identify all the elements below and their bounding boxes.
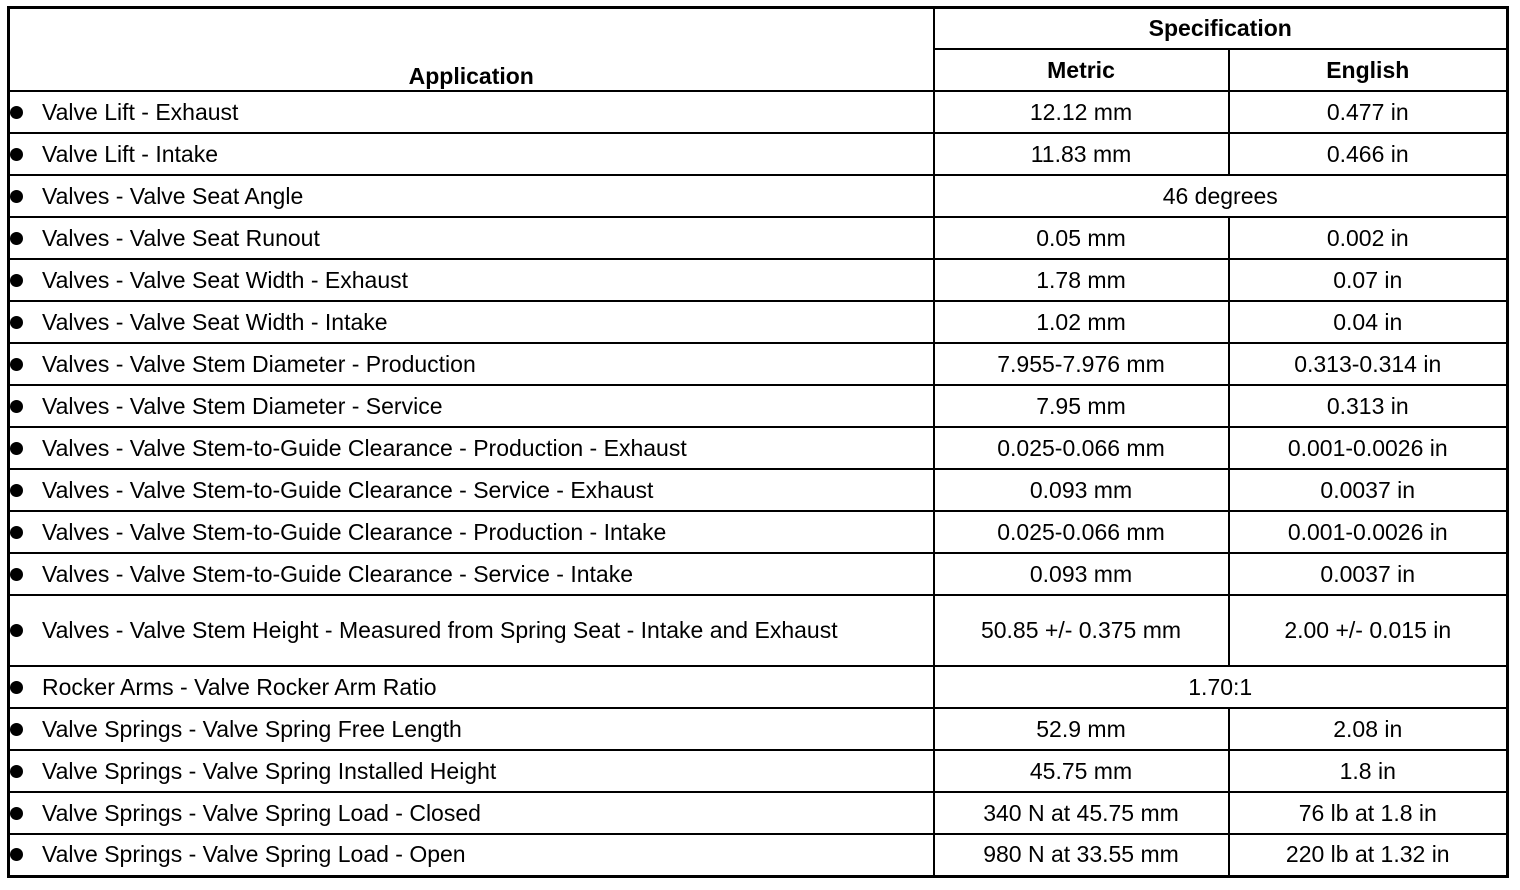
application-text: Rocker Arms - Valve Rocker Arm Ratio bbox=[42, 673, 437, 700]
application-text: Valves - Valve Stem-to-Guide Clearance - Production - Intake bbox=[42, 518, 667, 545]
bullet-icon bbox=[10, 765, 23, 778]
application-text: Valve Springs - Valve Spring Installed Height bbox=[42, 757, 497, 784]
table-row bbox=[9, 511, 1508, 553]
bullet-icon bbox=[10, 190, 23, 203]
metric-cell: 1.78 mm bbox=[934, 259, 1229, 301]
table-body bbox=[9, 91, 1508, 876]
metric-cell: 7.95 mm bbox=[934, 385, 1229, 427]
application-cell bbox=[9, 259, 934, 301]
table-row bbox=[9, 385, 1508, 427]
metric-cell: 7.955-7.976 mm bbox=[934, 343, 1229, 385]
bullet-icon bbox=[10, 106, 23, 119]
application-text: Valve Lift - Exhaust bbox=[42, 98, 239, 125]
application-text: Valves - Valve Stem Diameter - Production bbox=[42, 350, 476, 377]
english-cell: 0.0037 in bbox=[1229, 469, 1508, 511]
application-header: Application bbox=[9, 8, 934, 92]
table-row bbox=[9, 595, 1508, 666]
table-row bbox=[9, 133, 1508, 175]
english-cell: 0.04 in bbox=[1229, 301, 1508, 343]
bullet-icon bbox=[10, 568, 23, 581]
english-cell: 220 lb at 1.32 in bbox=[1229, 834, 1508, 876]
metric-cell: 50.85 +/- 0.375 mm bbox=[934, 595, 1229, 666]
metric-cell: 980 N at 33.55 mm bbox=[934, 834, 1229, 876]
application-cell bbox=[9, 343, 934, 385]
application-text: Valve Springs - Valve Spring Load - Open bbox=[42, 841, 466, 868]
english-cell: 0.001-0.0026 in bbox=[1229, 427, 1508, 469]
bullet-icon bbox=[10, 232, 23, 245]
application-text: Valve Lift - Intake bbox=[42, 140, 218, 167]
english-cell: 0.466 in bbox=[1229, 133, 1508, 175]
application-cell bbox=[9, 595, 934, 666]
english-cell: 0.002 in bbox=[1229, 217, 1508, 259]
application-text: Valve Springs - Valve Spring Load - Closed bbox=[42, 799, 481, 826]
combined-spec-cell: 1.70:1 bbox=[934, 666, 1508, 708]
metric-cell: 0.093 mm bbox=[934, 553, 1229, 595]
application-cell bbox=[9, 469, 934, 511]
application-cell bbox=[9, 708, 934, 750]
table-row bbox=[9, 666, 1508, 708]
english-cell: 0.477 in bbox=[1229, 91, 1508, 133]
bullet-icon bbox=[10, 723, 23, 736]
bullet-icon bbox=[10, 484, 23, 497]
bullet-icon bbox=[10, 274, 23, 287]
application-text: Valves - Valve Seat Width - Exhaust bbox=[42, 266, 409, 293]
bullet-icon bbox=[10, 807, 23, 820]
table-row bbox=[9, 708, 1508, 750]
application-text: Valves - Valve Stem Height - Measured from Spring Seat - Intake and Exhaust bbox=[42, 617, 838, 643]
english-cell: 0.07 in bbox=[1229, 259, 1508, 301]
english-cell: 0.0037 in bbox=[1229, 553, 1508, 595]
application-cell bbox=[9, 301, 934, 343]
english-cell: 0.313-0.314 in bbox=[1229, 343, 1508, 385]
english-header: English bbox=[1229, 49, 1508, 91]
application-cell bbox=[9, 750, 934, 792]
bullet-icon bbox=[10, 442, 23, 455]
english-cell: 76 lb at 1.8 in bbox=[1229, 792, 1508, 834]
metric-cell: 1.02 mm bbox=[934, 301, 1229, 343]
application-cell bbox=[9, 385, 934, 427]
application-text: Valves - Valve Stem-to-Guide Clearance - Production - Exhaust bbox=[42, 434, 687, 461]
specification-header: Specification bbox=[934, 8, 1508, 50]
bullet-icon bbox=[10, 681, 23, 694]
metric-cell: 52.9 mm bbox=[934, 708, 1229, 750]
metric-cell: 0.025-0.066 mm bbox=[934, 511, 1229, 553]
table-row bbox=[9, 750, 1508, 792]
application-cell bbox=[9, 133, 934, 175]
application-cell bbox=[9, 834, 934, 876]
application-text: Valves - Valve Stem-to-Guide Clearance - Service - Intake bbox=[42, 560, 633, 587]
application-cell bbox=[9, 91, 934, 133]
application-cell bbox=[9, 217, 934, 259]
english-cell: 2.00 +/- 0.015 in bbox=[1229, 595, 1508, 666]
application-cell bbox=[9, 666, 934, 708]
application-text: Valves - Valve Seat Angle bbox=[42, 182, 304, 209]
application-text: Valves - Valve Stem Diameter - Service bbox=[42, 392, 443, 419]
english-cell: 0.001-0.0026 in bbox=[1229, 511, 1508, 553]
table-row bbox=[9, 91, 1508, 133]
metric-header: Metric bbox=[934, 49, 1229, 91]
table-row bbox=[9, 259, 1508, 301]
application-cell bbox=[9, 511, 934, 553]
table-row bbox=[9, 834, 1508, 876]
table-row bbox=[9, 301, 1508, 343]
metric-cell: 0.093 mm bbox=[934, 469, 1229, 511]
bullet-icon bbox=[10, 400, 23, 413]
metric-cell: 0.025-0.066 mm bbox=[934, 427, 1229, 469]
table-row bbox=[9, 217, 1508, 259]
english-cell: 1.8 in bbox=[1229, 750, 1508, 792]
table-row bbox=[9, 343, 1508, 385]
table-row bbox=[9, 469, 1508, 511]
metric-cell: 340 N at 45.75 mm bbox=[934, 792, 1229, 834]
table-row bbox=[9, 792, 1508, 834]
application-cell bbox=[9, 175, 934, 217]
application-text: Valve Springs - Valve Spring Free Length bbox=[42, 715, 462, 742]
application-text: Valves - Valve Seat Width - Intake bbox=[42, 308, 388, 335]
table-row bbox=[9, 427, 1508, 469]
application-cell bbox=[9, 427, 934, 469]
bullet-icon bbox=[10, 148, 23, 161]
metric-cell: 12.12 mm bbox=[934, 91, 1229, 133]
valve-spec-table bbox=[7, 6, 1509, 878]
application-cell bbox=[9, 792, 934, 834]
combined-spec-cell: 46 degrees bbox=[934, 175, 1508, 217]
table-row bbox=[9, 175, 1508, 217]
english-cell: 0.313 in bbox=[1229, 385, 1508, 427]
application-text: Valves - Valve Stem-to-Guide Clearance - Service - Exhaust bbox=[42, 476, 654, 503]
bullet-icon bbox=[10, 526, 23, 539]
metric-cell: 45.75 mm bbox=[934, 750, 1229, 792]
application-cell bbox=[9, 553, 934, 595]
bullet-icon bbox=[10, 848, 23, 861]
table-row bbox=[9, 553, 1508, 595]
metric-cell: 0.05 mm bbox=[934, 217, 1229, 259]
application-text: Valves - Valve Seat Runout bbox=[42, 224, 320, 251]
bullet-icon bbox=[10, 316, 23, 329]
english-cell: 2.08 in bbox=[1229, 708, 1508, 750]
bullet-icon bbox=[10, 358, 23, 371]
metric-cell: 11.83 mm bbox=[934, 133, 1229, 175]
bullet-icon bbox=[10, 624, 23, 637]
